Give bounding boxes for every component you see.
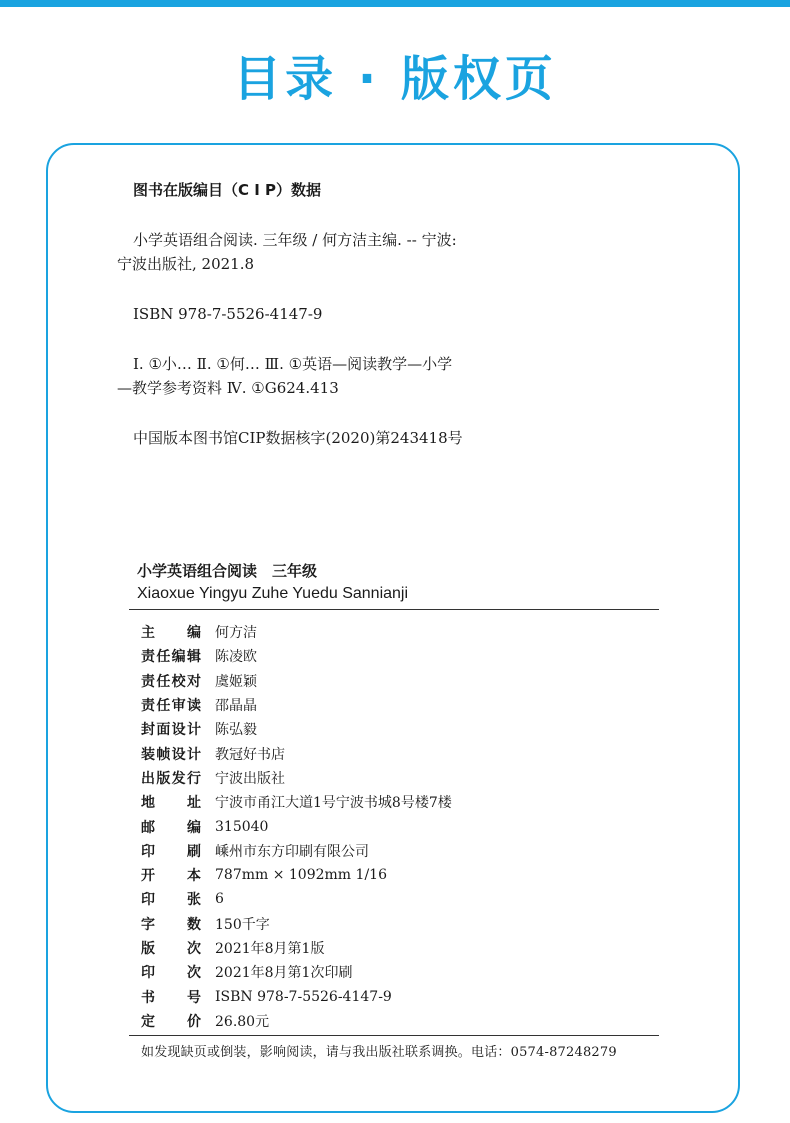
cip-record-number: 中国版本图书馆CIP数据核字(2020)第243418号: [133, 429, 463, 447]
detail-row: [141, 863, 659, 887]
detail-value: 26.80元: [215, 1013, 270, 1030]
detail-value: 2021年8月第1版: [215, 941, 325, 957]
detail-value: 陈弘毅: [215, 722, 257, 739]
detail-value: 陈凌欧: [215, 649, 257, 666]
detail-row: [141, 790, 659, 814]
detail-row: [141, 741, 659, 765]
detail-label: 版 次: [141, 941, 201, 957]
detail-label: 责 任 编 辑: [141, 649, 201, 666]
detail-label: 出 版 发 行: [141, 770, 201, 787]
cip-classification-1: Ⅰ. ①小… Ⅱ. ①何… Ⅲ. ①英语—阅读教学—小学: [133, 355, 453, 373]
detail-row: [141, 814, 659, 838]
detail-row: [141, 717, 659, 741]
book-details-list: [129, 620, 659, 1033]
detail-value: 787mm × 1092mm 1/16: [215, 867, 387, 884]
cip-line-2: 宁波出版社, 2021.8: [117, 255, 255, 273]
title-divider: [129, 609, 659, 610]
detail-value: ISBN 978-7-5526-4147-9: [215, 988, 392, 1005]
detail-label: 开 本: [141, 868, 201, 885]
detail-label: 印 张: [141, 892, 201, 909]
detail-row: [141, 620, 659, 644]
detail-row: [141, 693, 659, 717]
cip-isbn: ISBN 978-7-5526-4147-9: [133, 305, 323, 323]
detail-row: [141, 839, 659, 863]
detail-label: 书 号: [141, 989, 201, 1006]
book-info-block: [129, 560, 659, 1060]
detail-label: 字 数: [141, 916, 201, 933]
detail-row: [141, 912, 659, 936]
page-title: 目录 · 版权页: [233, 51, 557, 107]
detail-label: 主 编: [141, 625, 201, 642]
detail-value: 邵晶晶: [215, 698, 257, 715]
detail-value: 嵊州市东方印刷有限公司: [215, 843, 369, 860]
book-title-pinyin: Xiaoxue Yingyu Zuhe Yuedu Sannianji: [137, 585, 409, 602]
cip-title: 图书在版编目（C I P）数据: [133, 181, 322, 199]
detail-row: [141, 1009, 659, 1033]
detail-value: 何方洁: [215, 625, 257, 642]
detail-value: 315040: [215, 818, 269, 835]
detail-row: [141, 766, 659, 790]
cip-classification-2: —教学参考资料 Ⅳ. ①G624.413: [117, 379, 339, 397]
detail-label: 定 价: [141, 1013, 201, 1030]
detail-label: 封 面 设 计: [141, 722, 201, 739]
detail-row: [141, 644, 659, 668]
detail-label: 装 帧 设 计: [141, 746, 201, 763]
top-accent-bar: [0, 0, 790, 7]
detail-value: 虞姬颖: [215, 673, 257, 690]
footer-divider: [129, 1035, 659, 1036]
detail-value: 宁波出版社: [215, 770, 285, 787]
detail-label: 责 任 校 对: [141, 673, 201, 690]
detail-label: 地 址: [141, 795, 201, 812]
detail-row: [141, 936, 659, 960]
footer-note: 如发现缺页或倒装，影响阅读，请与我出版社联系调换。电话：0574-87248279: [141, 1045, 617, 1061]
cip-line-1: 小学英语组合阅读. 三年级 / 何方洁主编. -- 宁波:: [133, 231, 457, 249]
detail-value: 6: [215, 891, 224, 908]
book-title-chinese: 小学英语组合阅读 三年级: [137, 562, 318, 580]
cip-block: [117, 178, 677, 450]
detail-label: 印 刷: [141, 843, 201, 860]
detail-row: [141, 669, 659, 693]
detail-label: 邮 编: [141, 819, 201, 836]
detail-label: 印 次: [141, 965, 201, 982]
detail-value: 教冠好书店: [215, 746, 285, 763]
detail-row: [141, 887, 659, 911]
detail-value: 2021年8月第1次印刷: [215, 965, 353, 982]
detail-value: 宁波市甬江大道1号宁波书城8号楼7楼: [215, 795, 452, 812]
detail-value: 150千字: [215, 916, 270, 933]
detail-row: [141, 960, 659, 984]
detail-label: 责 任 审 读: [141, 698, 201, 715]
detail-row: [141, 984, 659, 1008]
